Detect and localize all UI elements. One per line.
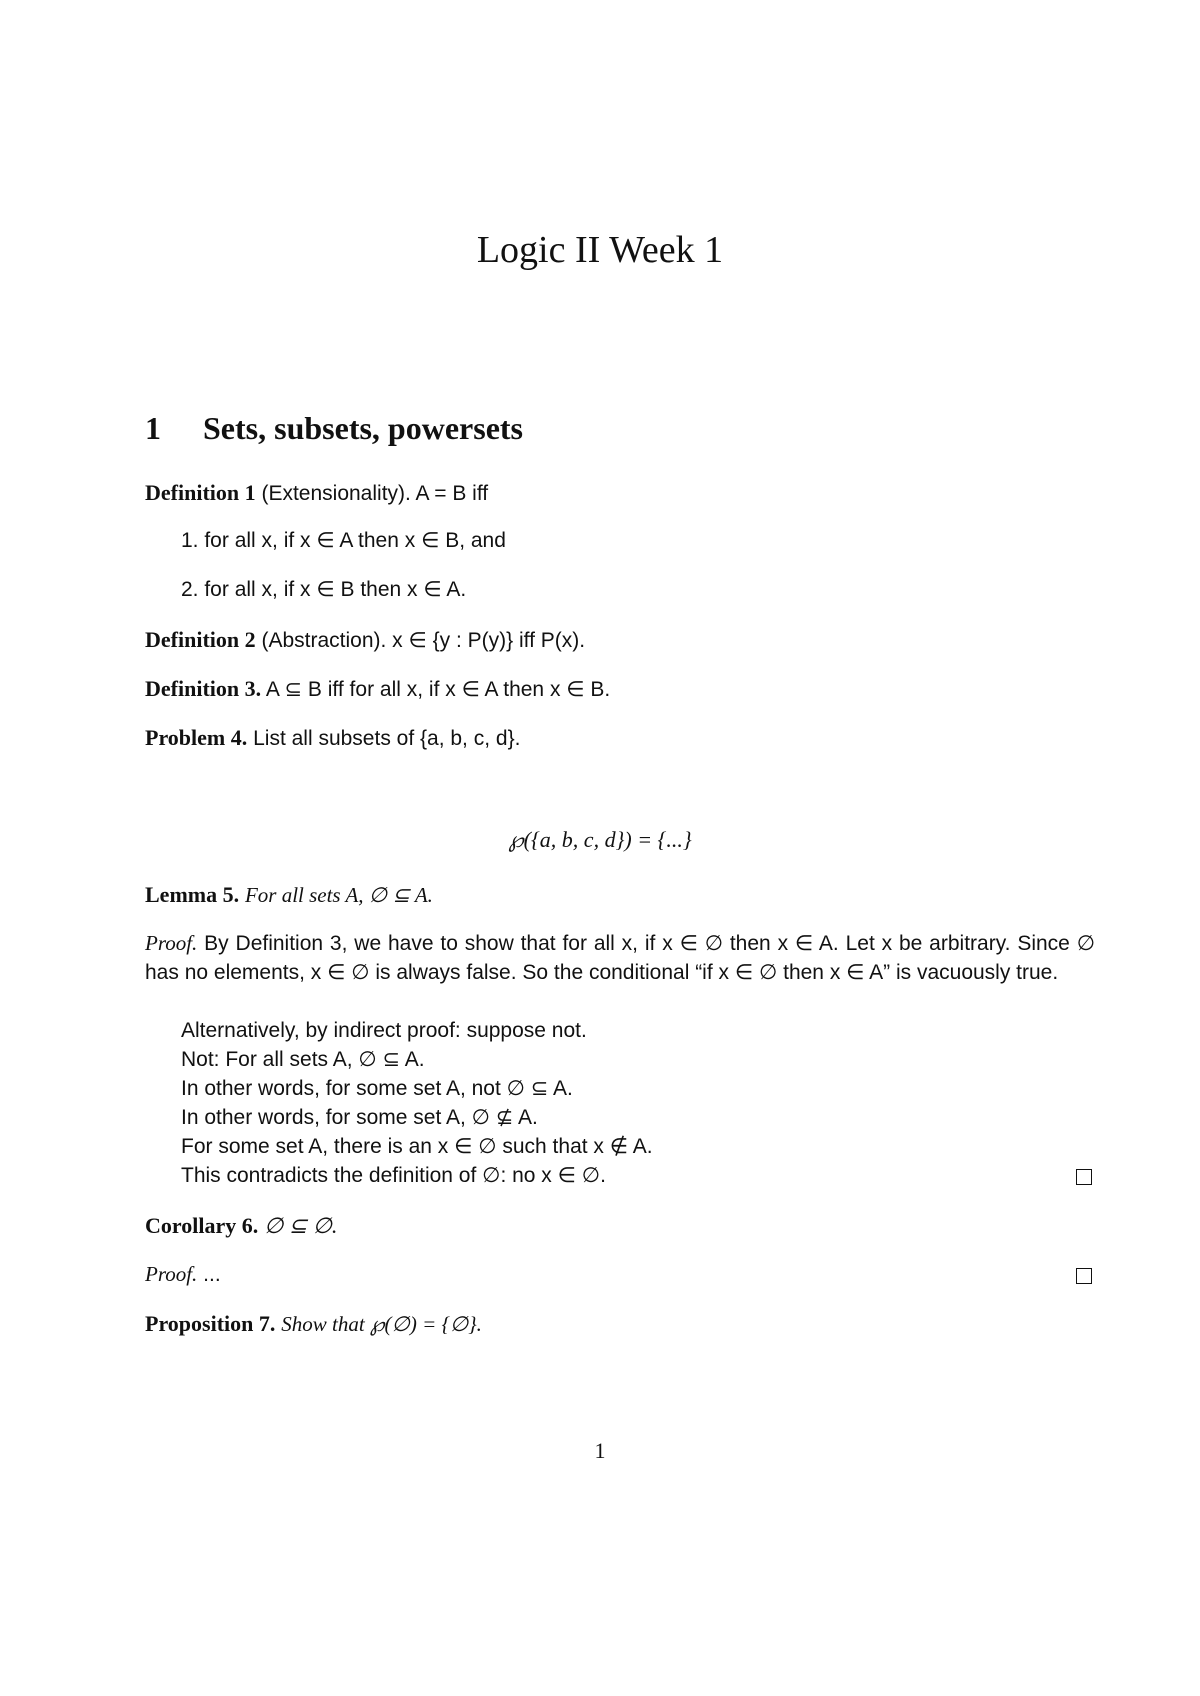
lemma-5-label: Lemma 5. bbox=[145, 882, 240, 907]
proof-2 bbox=[145, 1260, 1095, 1289]
problem-4-text: List all subsets of {a, b, c, d}. bbox=[253, 727, 521, 750]
proof-line: Not: For all sets A, ∅ ⊆ A. bbox=[181, 1048, 425, 1071]
section-title: Sets, subsets, powersets bbox=[203, 410, 523, 446]
proof-label: Proof. bbox=[145, 931, 198, 955]
definition-2 bbox=[145, 625, 1095, 655]
problem-4 bbox=[145, 723, 1095, 753]
definition-2-label: Definition 2 bbox=[145, 627, 256, 652]
definition-3-text: A ⊆ B iff for all x, if x ∈ A then x ∈ B. bbox=[265, 678, 611, 701]
proof-line: For some set A, there is an x ∈ ∅ such that x ∉ A. bbox=[181, 1135, 653, 1158]
proposition-7 bbox=[145, 1309, 1095, 1339]
proof-2-text: ... bbox=[203, 1263, 221, 1286]
section-number: 1 bbox=[145, 410, 161, 446]
document-title: Logic II Week 1 bbox=[476, 229, 724, 271]
list-item: 2. for all x, if x ∈ B then x ∈ A. bbox=[181, 578, 467, 601]
qed-box-icon bbox=[1076, 1169, 1092, 1185]
proof-line: Alternatively, by indirect proof: suppose not. bbox=[181, 1019, 587, 1042]
definition-1-text: (Extensionality). A = B iff bbox=[261, 482, 489, 505]
definition-3 bbox=[145, 674, 1095, 704]
corollary-6-label: Corollary 6. bbox=[145, 1213, 259, 1238]
definition-2-text: (Abstraction). x ∈ {y : P(y)} iff P(x). bbox=[261, 629, 586, 652]
problem-4-label: Problem 4. bbox=[145, 725, 248, 750]
proof-2-label: Proof. bbox=[145, 1262, 198, 1286]
proof-paragraph bbox=[145, 929, 1095, 987]
corollary-6-text: ∅ ⊆ ∅. bbox=[264, 1213, 338, 1238]
proof-text: By Definition 3, we have to show that for all x, if x ∈ ∅ then x ∈ A. Let x be arbitrary. Since ∅ has no elements, x ∈ ∅ is always false. So the conditional “if x ∈ ∅ then x ∈ A” is vacuously true. bbox=[145, 932, 1095, 984]
definition-1 bbox=[145, 478, 1095, 508]
section-heading bbox=[145, 410, 523, 447]
display-equation: ℘({a, b, c, d}) = {...} bbox=[508, 827, 692, 852]
proposition-7-text: Show that ℘(∅) = {∅}. bbox=[281, 1312, 482, 1336]
proof-line: In other words, for some set A, not ∅ ⊆ A. bbox=[181, 1077, 573, 1100]
qed-box-icon bbox=[1076, 1268, 1092, 1284]
definition-1-label: Definition 1 bbox=[145, 480, 256, 505]
lemma-5-text: For all sets A, ∅ ⊆ A. bbox=[244, 883, 433, 907]
proof-line: In other words, for some set A, ∅ ⊈ A. bbox=[181, 1106, 538, 1129]
corollary-6 bbox=[145, 1211, 1095, 1241]
page-number: 1 bbox=[594, 1438, 606, 1463]
lemma-5 bbox=[145, 880, 1095, 910]
proposition-7-label: Proposition 7. bbox=[145, 1311, 276, 1336]
list-item: 1. for all x, if x ∈ A then x ∈ B, and bbox=[181, 529, 506, 552]
proof-line: This contradicts the definition of ∅: no x ∈ ∅. bbox=[181, 1164, 606, 1187]
definition-3-label: Definition 3. bbox=[145, 676, 262, 701]
